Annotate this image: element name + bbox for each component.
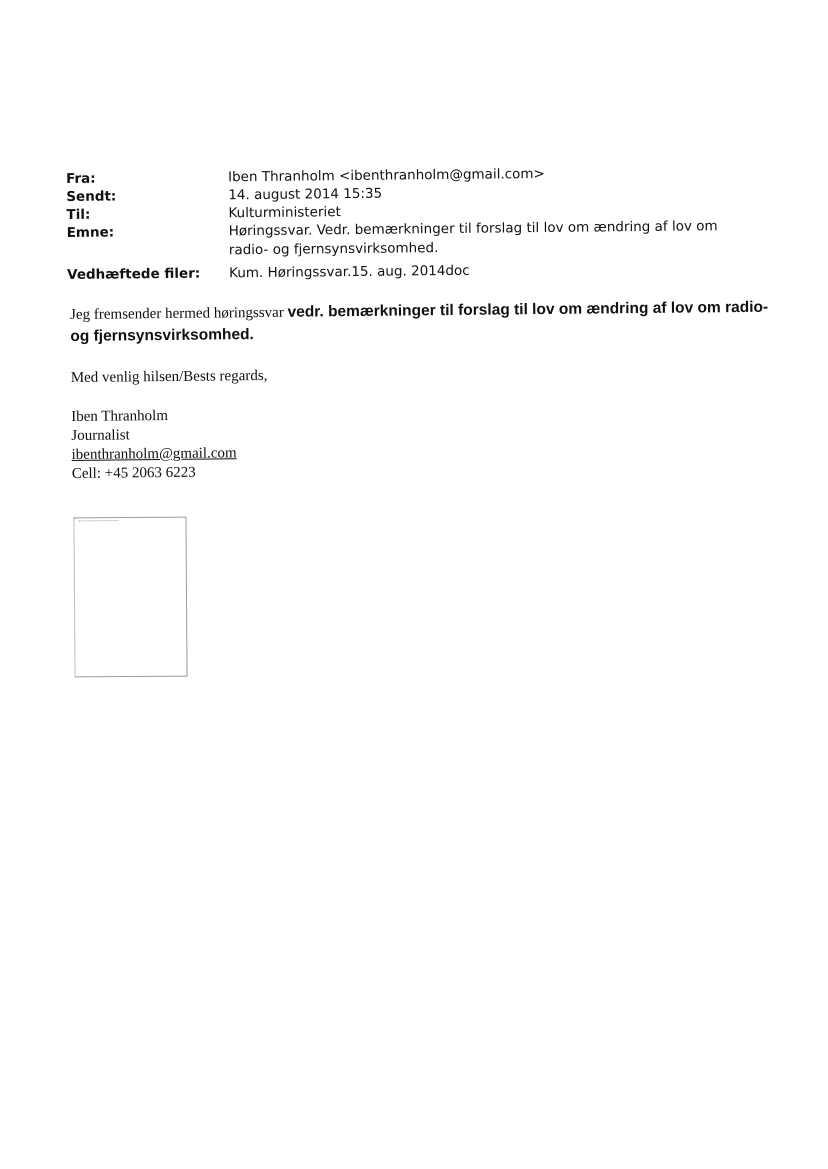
to-value: Kulturministeriet — [228, 204, 341, 222]
subject-line-1: Høringssvar. Vedr. bemærkninger til forslag til lov om ændring af lov om — [228, 218, 718, 240]
signature-email-link[interactable]: ibenthranholm@gmail.com — [71, 445, 237, 463]
from-value: Iben Thranholm <ibenthranholm@gmail.com> — [228, 165, 545, 186]
sent-value: 14. august 2014 15:35 — [228, 185, 383, 204]
attachments-value: Kum. Høringssvar.15. aug. 2014doc — [229, 262, 470, 282]
signature-name: Iben Thranholm — [71, 407, 169, 425]
email-header — [66, 163, 747, 284]
intro-bold-text: vedr. bemærkninger til forslag til lov om ændring af lov om radio- og fjernsynsvirksomhed. — [70, 298, 769, 345]
signature-phone: Cell: +45 2063 6223 — [71, 464, 196, 482]
signature-block — [71, 401, 772, 484]
embedded-image-placeholder — [73, 517, 187, 678]
subject-line-2: radio- og fjernsynsvirksomhed. — [228, 240, 439, 259]
image-caption-mark — [78, 520, 118, 524]
attachments-label: Vedhæftede filer: — [67, 265, 201, 283]
subject-label: Emne: — [66, 224, 115, 241]
intro-plain-text: Jeg fremsender hermed høringssvar — [70, 304, 288, 323]
attachments-row — [67, 259, 747, 284]
subject-row — [67, 217, 747, 262]
signature-title: Journalist — [71, 427, 130, 444]
intro-paragraph — [70, 297, 770, 348]
to-label: Til: — [66, 206, 91, 223]
subject-value — [229, 217, 747, 260]
sent-label: Sendt: — [66, 188, 117, 205]
from-label: Fra: — [66, 170, 96, 187]
email-body — [70, 297, 772, 484]
greeting: Med venlig hilsen/Bests regards, — [70, 367, 268, 386]
